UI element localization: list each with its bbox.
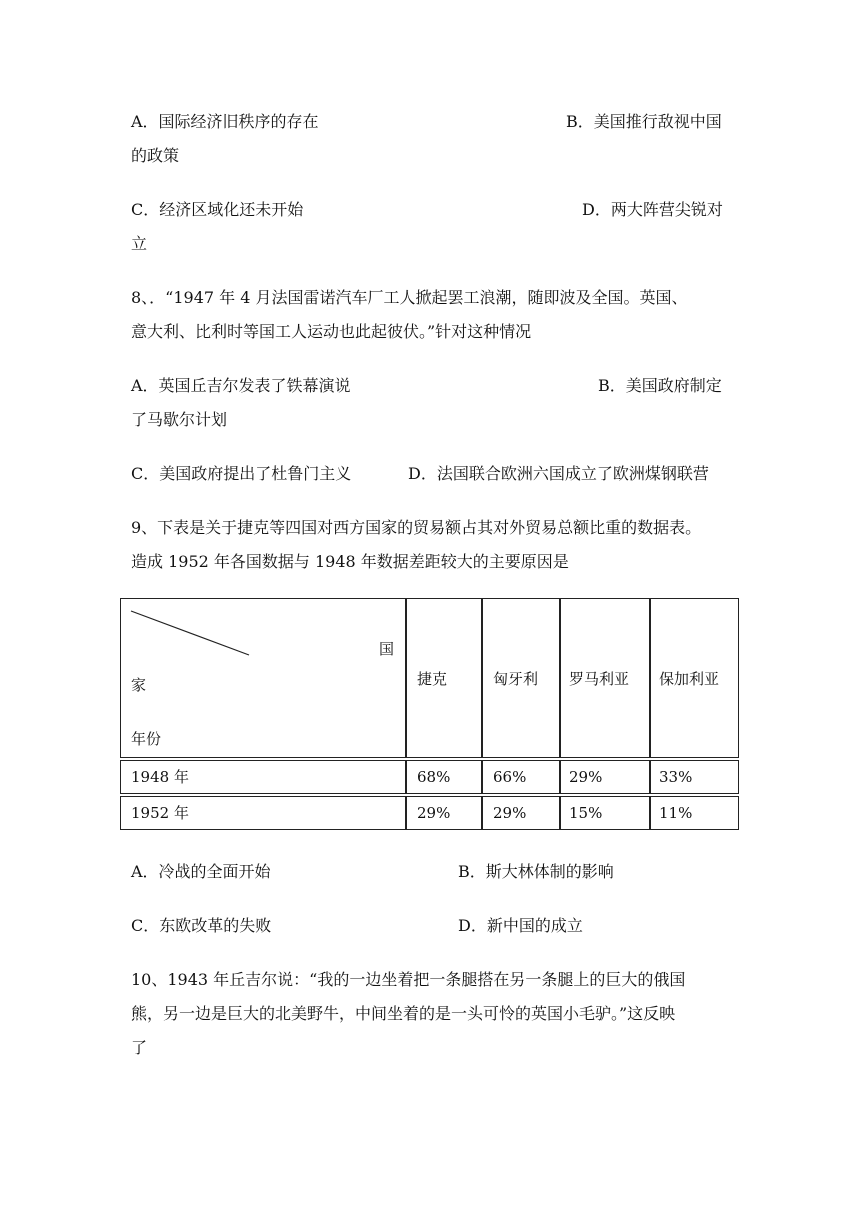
q9-option-d: D．新中国的成立 bbox=[458, 916, 583, 935]
q7-option-d: D．两大阵营尖锐对 bbox=[582, 200, 723, 219]
table-header-cell bbox=[650, 598, 739, 758]
q8-option-b-wrap: 了马歇尔计划 bbox=[131, 410, 228, 429]
row-year-1952: 1952 年 bbox=[131, 804, 189, 822]
value-bulgaria-1952: 11% bbox=[659, 804, 693, 822]
value-czech-1952: 29% bbox=[417, 804, 451, 822]
table-cell bbox=[650, 760, 739, 794]
table-corner-header bbox=[120, 598, 406, 758]
header-country-label-2: 家 bbox=[131, 676, 147, 694]
q8-option-b: B．美国政府制定 bbox=[598, 376, 722, 395]
q8-stem-line-1: 8、．“1947 年 4 月法国雷诺汽车厂工人掀起罢工浪潮，随即波及全国。英国、 bbox=[131, 288, 688, 307]
diagonal-divider bbox=[121, 599, 407, 759]
value-bulgaria-1948: 33% bbox=[659, 768, 693, 786]
q8-option-a: A．英国丘吉尔发表了铁幕演说 bbox=[131, 376, 351, 395]
table-cell bbox=[560, 760, 650, 794]
q7-option-b-wrap: 的政策 bbox=[131, 146, 180, 165]
q10-stem-line-3: 了 bbox=[131, 1038, 148, 1057]
value-romania-1948: 29% bbox=[569, 768, 603, 786]
value-hungary-1952: 29% bbox=[493, 804, 527, 822]
q9-stem-line-1: 9、下表是关于捷克等四国对西方国家的贸易额占其对外贸易总额比重的数据表。 bbox=[131, 518, 702, 537]
q9-option-c: C．东欧改革的失败 bbox=[131, 916, 272, 935]
table-header-cell bbox=[482, 598, 560, 758]
value-romania-1952: 15% bbox=[569, 804, 603, 822]
q7-option-c: C．经济区域化还未开始 bbox=[131, 200, 304, 219]
table-cell bbox=[406, 760, 482, 794]
table-cell bbox=[482, 796, 560, 830]
column-label-bulgaria: 保加利亚 bbox=[659, 670, 720, 688]
q9-stem-line-2: 造成 1952 年各国数据与 1948 年数据差距较大的主要原因是 bbox=[131, 552, 569, 571]
column-label-czech: 捷克 bbox=[417, 670, 448, 688]
q7-option-b: B．美国推行敌视中国 bbox=[566, 112, 722, 131]
q8-option-c: C．美国政府提出了杜鲁门主义 bbox=[131, 464, 352, 483]
q10-stem-line-2: 熊，另一边是巨大的北美野牛，中间坐着的是一头可怜的英国小毛驴。”这反映 bbox=[131, 1004, 676, 1023]
q10-stem-line-1: 10、1943 年丘吉尔说：“我的一边坐着把一条腿搭在另一条腿上的巨大的俄国 bbox=[131, 970, 686, 989]
q9-option-b: B．斯大林体制的影响 bbox=[458, 862, 614, 881]
q9-option-a: A．冷战的全面开始 bbox=[131, 862, 271, 881]
header-year-label: 年份 bbox=[131, 730, 162, 748]
row-year-1948: 1948 年 bbox=[131, 768, 189, 786]
q7-option-a: A．国际经济旧秩序的存在 bbox=[131, 112, 319, 131]
table-row-year-cell bbox=[120, 796, 406, 830]
table-header-cell bbox=[560, 598, 650, 758]
q8-option-d: D．法国联合欧洲六国成立了欧洲煤钢联营 bbox=[408, 464, 709, 483]
q8-stem-line-2: 意大利、比利时等国工人运动也此起彼伏。”针对这种情况 bbox=[131, 322, 532, 341]
table-cell bbox=[650, 796, 739, 830]
header-country-label-1: 国 bbox=[379, 640, 395, 658]
table-cell bbox=[560, 796, 650, 830]
table-header-cell bbox=[406, 598, 482, 758]
column-label-hungary: 匈牙利 bbox=[493, 670, 539, 688]
value-czech-1948: 68% bbox=[417, 768, 451, 786]
value-hungary-1948: 66% bbox=[493, 768, 527, 786]
table-cell bbox=[406, 796, 482, 830]
column-label-romania: 罗马利亚 bbox=[569, 670, 630, 688]
table-cell bbox=[482, 760, 560, 794]
q7-option-d-wrap: 立 bbox=[131, 234, 148, 253]
table-row-year-cell bbox=[120, 760, 406, 794]
